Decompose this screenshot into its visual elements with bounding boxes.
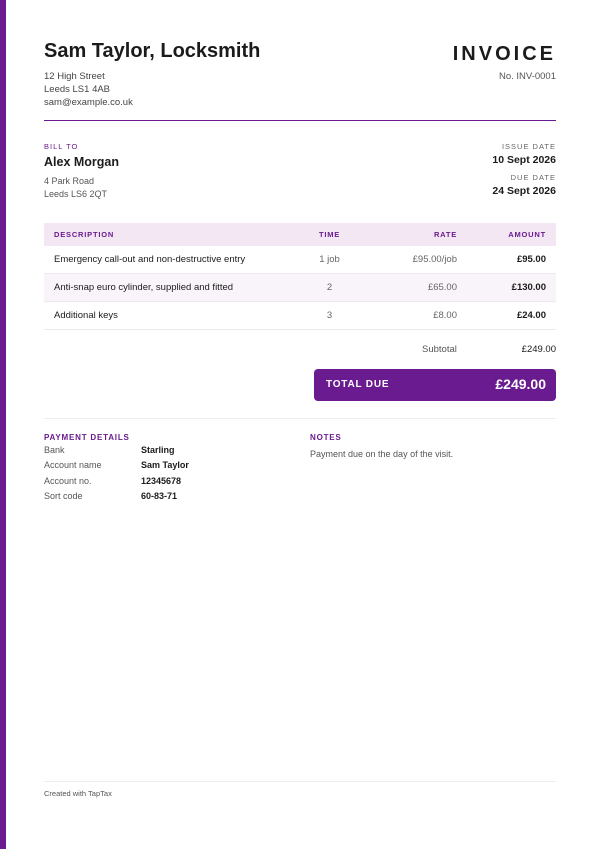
due-date-value: 24 Sept 2026 — [492, 185, 556, 197]
row-rate: £95.00/job — [412, 254, 457, 265]
notes-text: Payment due on the day of the visit. — [310, 449, 454, 459]
business-name: Sam Taylor, Locksmith — [44, 40, 261, 62]
invoice-number: No. INV-0001 — [498, 71, 556, 82]
column-header-description: DESCRIPTION — [54, 230, 115, 239]
payment-row-value: Sam Taylor — [141, 460, 189, 471]
column-header-rate: RATE — [433, 230, 457, 239]
footer-divider — [44, 781, 556, 782]
column-header-time: TIME — [318, 230, 341, 239]
business-address-line1: 12 High Street — [44, 71, 105, 82]
issue-date-value: 10 Sept 2026 — [492, 154, 556, 166]
client-address-line2: Leeds LS6 2QT — [44, 188, 108, 199]
payment-row-value: Starling — [141, 444, 175, 455]
table-row — [44, 246, 556, 274]
total-due-label: TOTAL DUE — [326, 379, 390, 390]
subtotal-value: £249.00 — [521, 344, 556, 355]
invoice-header — [44, 40, 556, 110]
business-email: sam@example.co.uk — [44, 97, 133, 108]
accent-bar — [0, 0, 6, 849]
payment-details-section — [44, 433, 294, 504]
total-due-value: £249.00 — [495, 376, 546, 392]
dates-section — [492, 142, 556, 197]
payment-row — [44, 442, 294, 458]
notes-section — [310, 433, 556, 459]
table-header — [44, 223, 556, 246]
bill-to-section — [44, 142, 294, 200]
table-row — [44, 274, 556, 302]
payment-row-label: Account name — [44, 460, 102, 471]
due-date-label: DUE DATE — [510, 173, 556, 182]
client-address — [44, 175, 294, 200]
notes-label: NOTES — [310, 433, 342, 442]
row-amount: £130.00 — [511, 282, 546, 293]
payment-row-label: Account no. — [44, 475, 92, 486]
row-rate: £8.00 — [433, 310, 457, 321]
row-amount: £24.00 — [516, 310, 546, 321]
payment-row — [44, 489, 294, 505]
client-address-line1: 4 Park Road — [44, 176, 95, 186]
row-description: Emergency call-out and non-destructive entry — [54, 254, 246, 265]
payment-row-value: 60-83-71 — [141, 491, 178, 502]
row-rate: £65.00 — [427, 282, 457, 293]
payment-row — [44, 473, 294, 489]
payment-row — [44, 458, 294, 474]
payment-row-value: 12345678 — [141, 475, 182, 486]
column-header-amount: AMOUNT — [508, 230, 546, 239]
row-time: 1 job — [319, 254, 340, 265]
invoice-title: INVOICE — [452, 43, 556, 65]
table-row — [44, 302, 556, 330]
row-description: Additional keys — [54, 310, 118, 321]
row-description: Anti-snap euro cylinder, supplied and fitted — [54, 282, 234, 293]
subtotal-row — [314, 344, 556, 358]
row-time: 2 — [326, 282, 333, 293]
client-name: Alex Morgan — [44, 155, 120, 169]
business-address — [44, 70, 133, 109]
header-divider — [44, 120, 556, 121]
payment-row-label: Bank — [44, 444, 65, 455]
row-amount: £95.00 — [516, 254, 546, 265]
row-time: 3 — [326, 310, 333, 321]
total-due-box — [314, 369, 556, 401]
payment-details-label: PAYMENT DETAILS — [44, 433, 130, 442]
payment-row-label: Sort code — [44, 491, 83, 502]
business-address-line2: Leeds LS1 4AB — [44, 84, 111, 95]
invoice-page — [44, 0, 556, 849]
bill-to-label: BILL TO — [44, 142, 79, 151]
issue-date-label: ISSUE DATE — [501, 142, 556, 151]
subtotal-label: Subtotal — [422, 344, 457, 355]
line-items-table — [44, 223, 556, 330]
footer-credit: Created with TapTax — [44, 789, 112, 798]
due-date-block — [492, 173, 556, 197]
issue-date-block — [492, 142, 556, 166]
section-divider — [44, 418, 556, 419]
